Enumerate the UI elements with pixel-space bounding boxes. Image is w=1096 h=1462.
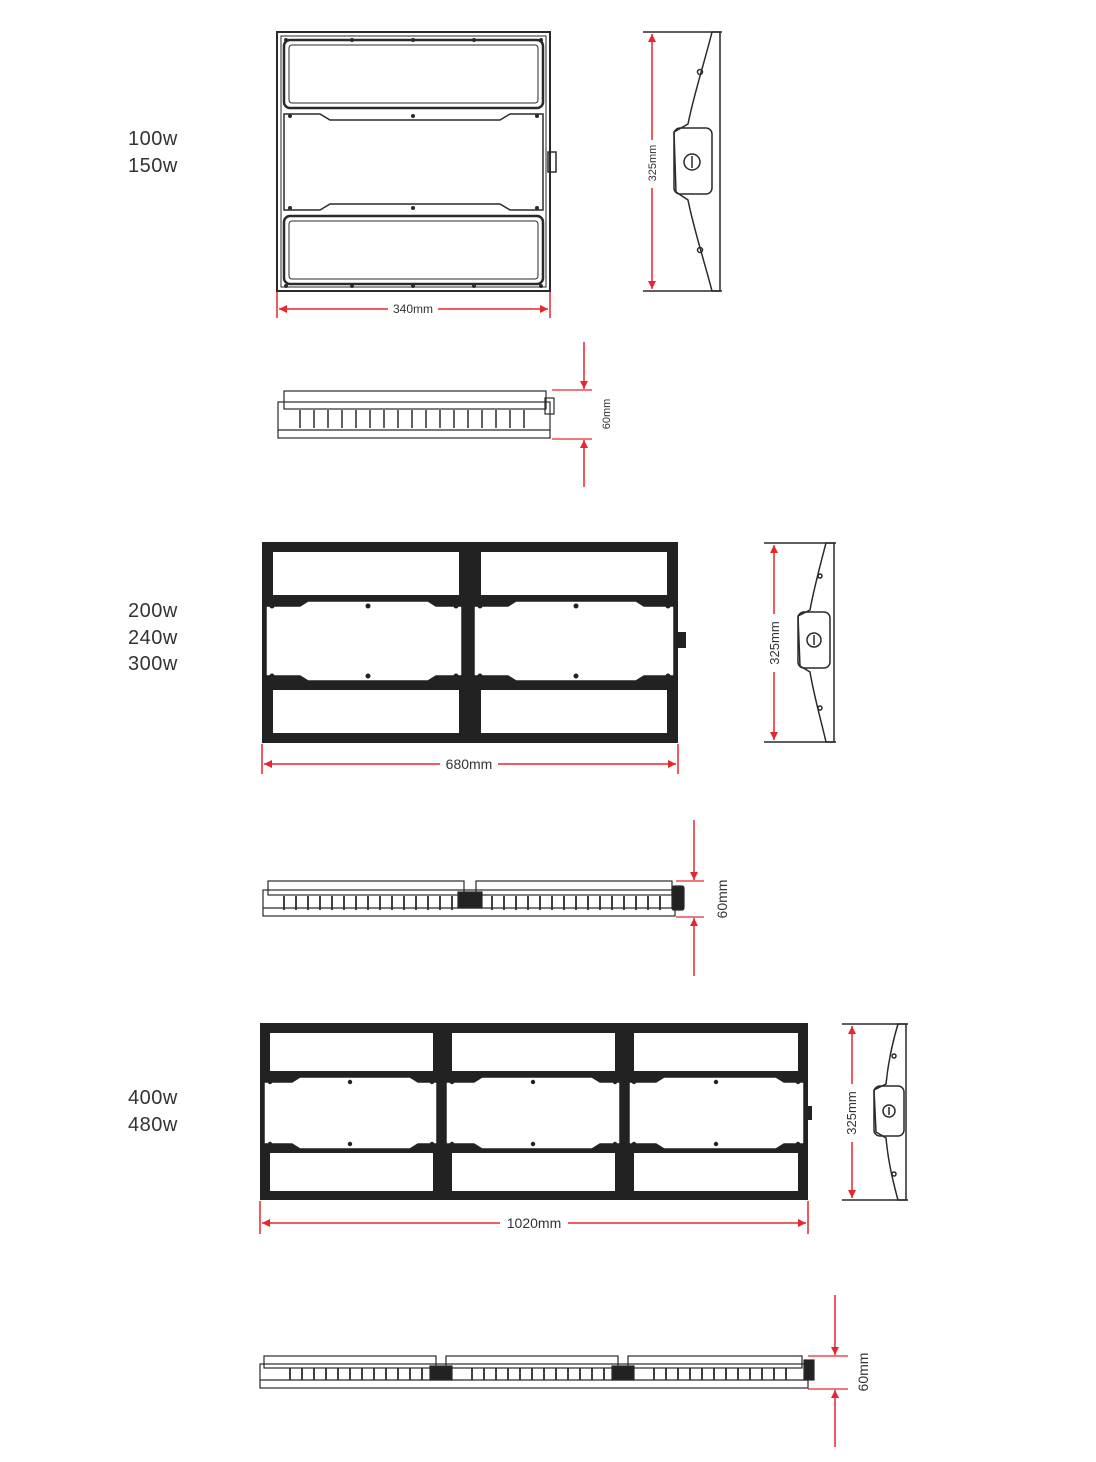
- height-label-3: 325mm: [844, 1091, 859, 1135]
- front-view-340: [277, 32, 556, 291]
- width-dimension-680: [262, 744, 678, 774]
- top-view-1: [278, 391, 554, 438]
- depth-label-3: 60mm: [855, 1352, 871, 1392]
- width-label-680: 680mm: [445, 756, 493, 772]
- width-label-340: 340mm: [392, 302, 434, 316]
- wattage-150w: 150w: [128, 154, 178, 177]
- wattage-300w: 300w: [128, 653, 178, 675]
- width-label-1020: 1020mm: [506, 1215, 562, 1231]
- depth-label-2: 60mm: [714, 879, 730, 919]
- depth-label-1: 60mm: [601, 398, 613, 430]
- top-view-3: [260, 1356, 814, 1388]
- width-dimension-1020: [260, 1201, 808, 1234]
- wattage-200w: 200w: [128, 600, 178, 622]
- wattage-100w: 100w: [128, 128, 178, 150]
- wattage-240w: 240w: [128, 626, 178, 649]
- front-view-680: [262, 542, 686, 743]
- height-dimension-2: [767, 545, 782, 740]
- height-label-2: 325mm: [767, 621, 782, 665]
- height-dimension-3: [844, 1026, 859, 1198]
- wattage-400w: 400w: [128, 1087, 178, 1109]
- top-view-2: [263, 881, 684, 916]
- height-dimension-1: [647, 34, 659, 289]
- width-dimension-340: [277, 292, 550, 318]
- depth-dimension-3: [808, 1295, 871, 1447]
- wattage-480w: 480w: [128, 1113, 178, 1136]
- depth-dimension-1: [552, 342, 613, 487]
- height-label-1: 325mm: [647, 144, 659, 182]
- front-view-1020: [260, 1023, 812, 1200]
